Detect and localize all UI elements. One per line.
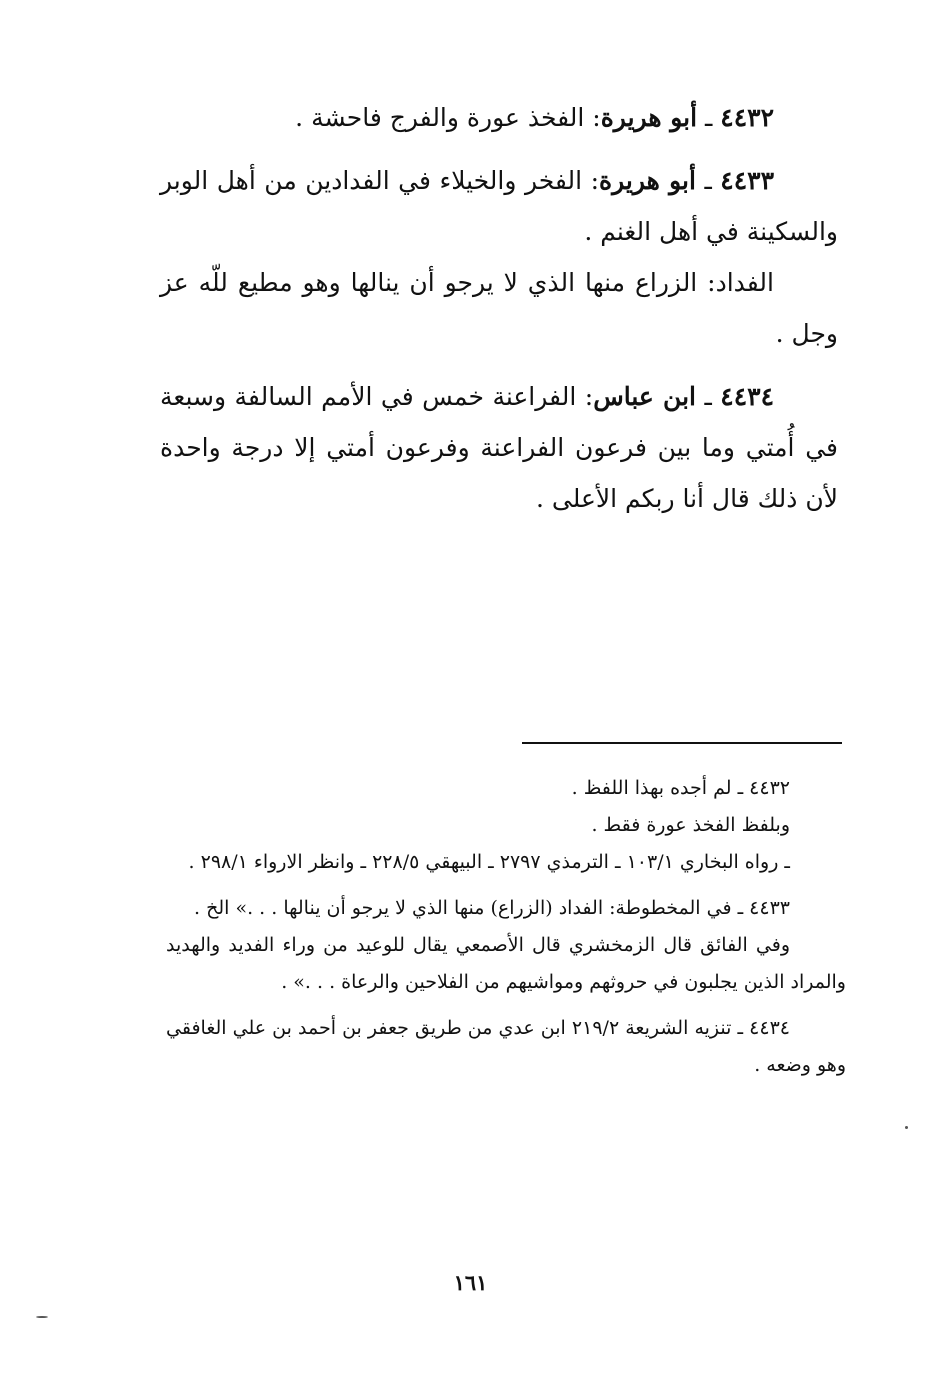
footnote-line: ٤٤٣٣ ـ في المخطوطة: الفداد (الزراع) منها الذي لا يرجو أن ينالها . . .» الخ . <box>194 897 790 919</box>
main-text <box>160 92 838 524</box>
hadith-4432: ٤٤٣٢ ـ أبو هريرة: الفخذ عورة والفرج فاحشة . <box>295 103 774 132</box>
hadith-note: الفداد: الزراع منها الذي لا يرجو أن ينالها وهو مطيع للّه عز وجل . <box>160 268 838 348</box>
footnote-line: ـ رواه البخاري ١٠٣/١ ـ الترمذي ٢٧٩٧ ـ البيهقي ٢٢٨/٥ ـ وانظر الارواء ٢٩٨/١ . <box>188 851 790 873</box>
footnote-divider <box>522 742 842 744</box>
hadith-text: الفراعنة خمس في الأمم السالفة وسبعة في أُمتي وما بين فرعون الفراعنة وفرعون أمتي إلا درجة واحدة لأن ذلك قال أنا ربكم الأعلى . <box>160 382 838 513</box>
narrator: أبو هريرة <box>600 103 698 132</box>
hadith-text: الفخر والخيلاء في الفدادين من أهل الوبر والسكينة في أهل الغنم . <box>160 166 838 246</box>
hadith-number: ٤٤٣٣ <box>720 166 775 195</box>
footnotes <box>166 770 846 1084</box>
scan-speck <box>905 1126 908 1129</box>
hadith-text: الفخذ عورة والفرج فاحشة . <box>295 103 585 132</box>
footnote-line: وفي الفائق قال الزمخشري قال الأصمعي يقال للوعيد من وراء الفديد والهديد والمراد الذين يجلبون في حروثهم ومواشيهم من الفلاحين والرعاة . . .» . <box>166 934 846 993</box>
hadith-number: ٤٤٣٢ <box>720 103 774 132</box>
scan-speck <box>36 1316 48 1318</box>
footnote-line: ٤٤٣٢ ـ لم أجده بهذا اللفظ . <box>571 777 790 799</box>
hadith-4434: ٤٤٣٤ ـ ابن عباس: الفراعنة خمس في الأمم السالفة وسبعة في أُمتي وما بين فرعون الفراعنة وفرعون أمتي إلا درجة واحدة لأن ذلك قال أنا ربكم الأعلى . <box>160 382 838 513</box>
narrator: ابن عباس <box>593 382 696 411</box>
footnote-line: ٤٤٣٤ ـ تنزيه الشريعة ٢١٩/٢ ابن عدي من طريق جعفر بن أحمد بن علي الغافقي وهو وضعه . <box>166 1017 846 1076</box>
page-number: ١٦١ <box>453 1270 488 1295</box>
narrator: أبو هريرة <box>599 166 696 195</box>
footnote-line: وبلفظ الفخذ عورة فقط . <box>591 814 790 836</box>
hadith-number: ٤٤٣٤ <box>720 382 774 411</box>
hadith-4433: ٤٤٣٣ ـ أبو هريرة: الفخر والخيلاء في الفدادين من أهل الوبر والسكينة في أهل الغنم . <box>160 166 838 246</box>
